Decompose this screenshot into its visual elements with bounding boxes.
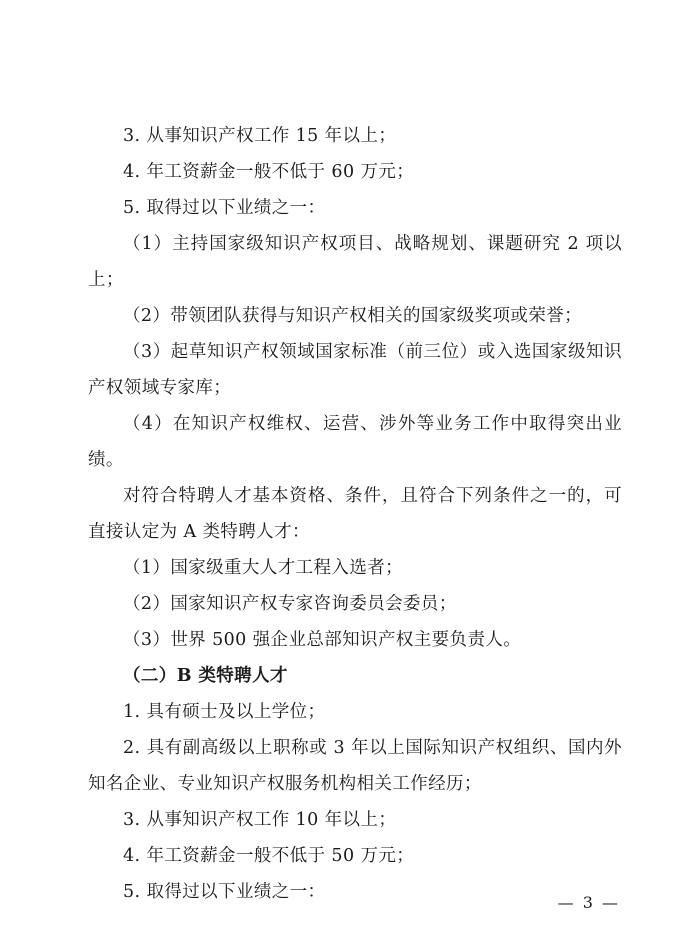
page-number: — 3 — [557, 893, 620, 912]
document-paragraph: 4. 年工资薪金一般不低于 60 万元； [123, 162, 415, 182]
document-paragraph: 3. 从事知识产权工作 10 年以上； [123, 810, 397, 830]
document-paragraph: （3）世界 500 强企业总部知识产权主要负责人。 [123, 630, 522, 650]
document-paragraph: （3）起草知识产权领域国家标准（前三位）或入选国家级知识产权领域专家库； [88, 342, 622, 398]
document-paragraph: （4）在知识产权维权、运营、涉外等业务工作中取得突出业绩。 [88, 414, 622, 470]
document-body [88, 118, 622, 910]
document-paragraph: （1）国家级重大人才工程入选者； [123, 558, 404, 578]
document-paragraph: 对符合特聘人才基本资格、条件，且符合下列条件之一的，可直接认定为 A 类特聘人才： [88, 486, 622, 542]
document-paragraph: 2. 具有副高级以上职称或 3 年以上国际知识产权组织、国内外知名企业、专业知识产权服务机构相关工作经历； [88, 738, 622, 794]
document-paragraph: 5. 取得过以下业绩之一： [123, 882, 326, 902]
document-paragraph: （二）B 类特聘人才 [123, 666, 288, 686]
document-paragraph: 5. 取得过以下业绩之一： [123, 198, 326, 218]
document-paragraph: 1. 具有硕士及以上学位； [123, 702, 326, 722]
document-paragraph: 4. 年工资薪金一般不低于 50 万元； [123, 846, 415, 866]
document-paragraph: （2）国家知识产权专家咨询委员会委员； [123, 594, 457, 614]
document-paragraph: （2）带领团队获得与知识产权相关的国家级奖项或荣誉； [123, 306, 583, 326]
document-paragraph: 3. 从事知识产权工作 15 年以上； [123, 126, 397, 146]
document-paragraph: （1）主持国家级知识产权项目、战略规划、课题研究 2 项以上； [88, 234, 622, 290]
